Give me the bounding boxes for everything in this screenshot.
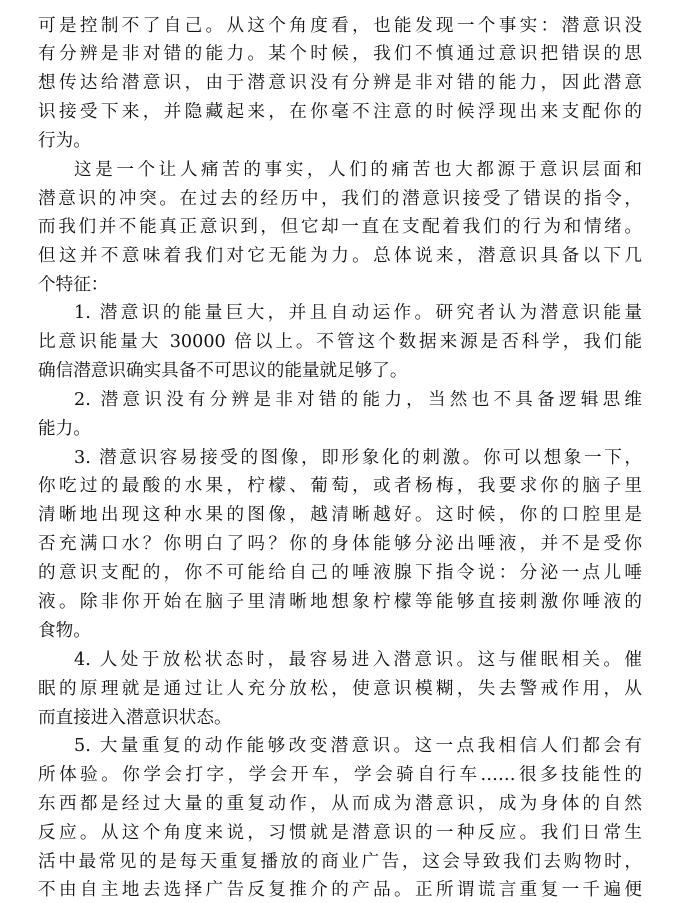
text-line: 比意识能量大 30000 倍以上。不管这个数据来源是否科学，我们能	[38, 332, 642, 352]
text-line: 食物。	[38, 621, 91, 641]
text-line: 能力。	[38, 419, 91, 439]
text-line: 不由自主地去选择广告反复推介的产品。正所谓谎言重复一千遍便	[38, 880, 642, 900]
text-line: 否充满口水？你明白了吗？你的身体能够分泌出唾液，并不是受你	[38, 534, 642, 554]
text-line: 确信潜意识确实具备不可思议的能量就足够了。	[38, 361, 408, 381]
text-line: 活中最常见的是每天重复播放的商业广告，这会导致我们去购物时，	[38, 852, 642, 872]
text-line: 可是控制不了自己。从这个角度看，也能发现一个事实：潜意识没	[38, 16, 642, 36]
text-line: 你吃过的最酸的水果，柠檬、葡萄，或者杨梅，我要求你的脑子里	[38, 476, 642, 496]
text-line: 而我们并不能真正意识到，但它却一直在支配着我们的行为和情绪。	[38, 217, 642, 237]
list-item-2-line: 2. 潜意识没有分辨是非对错的能力，当然也不具备逻辑思维	[74, 390, 642, 410]
text-line: 液。除非你开始在脑子里清晰地想象柠檬等能够直接刺激你唾液的	[38, 592, 642, 612]
text-line: 反应。从这个角度来说，习惯就是潜意识的一种反应。我们日常生	[38, 823, 642, 843]
text-line: 潜意识的冲突。在过去的经历中，我们的潜意识接受了错误的指令，	[38, 189, 642, 209]
text-line: 清晰地出现这种水果的图像，越清晰越好。这时候，你的口腔里是	[38, 505, 642, 525]
text-line: 而直接进入潜意识状态。	[38, 708, 232, 728]
list-item-5-line: 5. 大量重复的动作能够改变潜意识。这一点我相信人们都会有	[74, 736, 642, 756]
text-line: 所体验。你学会打字，学会开车，学会骑自行车……很多技能性的	[38, 765, 642, 785]
text-line: 行为。	[38, 131, 91, 151]
paragraph-start-line: 这是一个让人痛苦的事实，人们的痛苦也大都源于意识层面和	[74, 160, 642, 180]
list-item-1-line: 1. 潜意识的能量巨大，并且自动运作。研究者认为潜意识能量	[74, 303, 642, 323]
text-line: 个特征：	[38, 275, 109, 295]
text-line: 但这并不意味着我们对它无能为力。总体说来，潜意识具备以下几	[38, 246, 642, 266]
text-line: 东西都是经过大量的重复动作，从而成为潜意识，成为身体的自然	[38, 794, 642, 814]
list-item-3-line: 3. 潜意识容易接受的图像，即形象化的刺激。你可以想象一下，	[74, 448, 642, 468]
text-line: 想传达给潜意识，由于潜意识没有分辨是非对错的能力，因此潜意	[38, 73, 642, 93]
text-line: 有分辨是非对错的能力。某个时候，我们不慎通过意识把错误的思	[38, 44, 642, 64]
text-line: 的意识支配的，你不可能给自己的唾液腺下指令说：分泌一点儿唾	[38, 563, 642, 583]
text-line: 眠的原理就是通过让人充分放松，使意识模糊，失去警戒作用，从	[38, 679, 642, 699]
list-item-4-line: 4. 人处于放松状态时，最容易进入潜意识。这与催眠相关。催	[74, 650, 642, 670]
text-line: 识接受下来，并隐藏起来，在你毫不注意的时候浮现出来支配你的	[38, 102, 642, 122]
